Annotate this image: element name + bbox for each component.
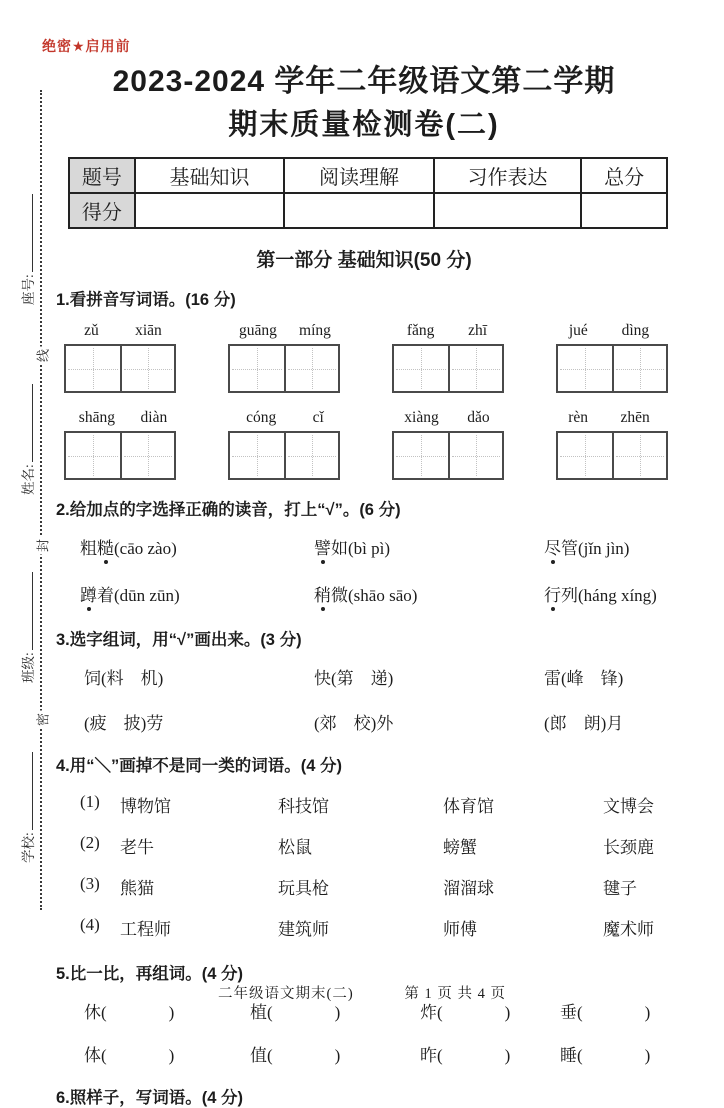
pinyin-group [552, 322, 666, 340]
score-cell-writing [434, 193, 581, 228]
q5-item [250, 1041, 420, 1066]
q5-char: 炸 [420, 1003, 437, 1022]
pinyin-syllable: shāng [78, 409, 115, 426]
q5-item [84, 1041, 250, 1066]
tianzige-cell [120, 433, 174, 478]
section-heading: 第一部分 基础知识(50 分) [256, 250, 472, 271]
q2-item [314, 581, 544, 606]
q2-item-text: 着(dūn zūn) [97, 586, 180, 605]
paren-open: ( [267, 1046, 273, 1065]
q4-word: 魔术师 [603, 920, 654, 939]
q2-item-text: 管(jǐn jìn) [561, 539, 630, 558]
q4-word: 溜溜球 [443, 879, 494, 898]
score-table-header-reading: 阅读理解 [284, 158, 433, 193]
q2-item-text: 如(bì pì) [331, 539, 391, 558]
q2-item [544, 581, 672, 606]
q5-item [420, 1041, 560, 1066]
secrecy-notice: 绝密★启用前 [42, 38, 131, 54]
paren-open: ( [577, 1003, 583, 1022]
pinyin-syllable: cǐ [312, 409, 324, 426]
paren-close: ) [334, 1046, 341, 1065]
tianzige-cell [558, 346, 612, 391]
tianzige-pair [228, 431, 340, 480]
paren-close: ) [168, 1003, 175, 1022]
pinyin-syllable: dǎo [467, 409, 490, 426]
q5-char: 体 [84, 1046, 101, 1065]
q4-row-number: (2) [80, 833, 100, 852]
footer-page-number: 第 1 页 共 4 页 [404, 986, 506, 1002]
paren-open: ( [267, 1003, 273, 1022]
q2-item-text: (cāo zào) [114, 539, 177, 558]
q5-label: 5.比一比，再组词。(4 分) [56, 965, 244, 983]
pinyin-syllable: rèn [568, 409, 589, 426]
q3-item: 快(第 递) [314, 669, 394, 688]
pinyin-group [228, 322, 342, 340]
footer-doc-title: 二年级语文期末(二) [218, 986, 354, 1002]
seal-char-xian: 线 [33, 347, 52, 365]
name-blank [21, 384, 33, 462]
tianzige-cell [230, 433, 284, 478]
class-field [17, 513, 37, 683]
q3-options [56, 664, 672, 734]
exam-title-line2: 期末质量检测卷(二) [228, 109, 500, 141]
score-table-header-total: 总分 [581, 158, 667, 193]
score-cell-basics [135, 193, 284, 228]
paren-close: ) [504, 1046, 511, 1065]
school-field [17, 693, 37, 863]
tianzige-cell [66, 433, 120, 478]
pinyin-syllable: zhī [468, 322, 488, 339]
q4-label: 4.用“＼”画掉不是同一类的词语。(4 分) [56, 757, 343, 775]
q4-word: 长颈鹿 [603, 838, 654, 857]
q1-pinyin-row-1 [56, 322, 672, 340]
pinyin-group [228, 409, 342, 427]
pinyin-group [66, 409, 180, 427]
q4-word: 博物馆 [120, 797, 171, 816]
q4-row-2 [56, 833, 672, 858]
q4-word: 毽子 [603, 879, 637, 898]
paren-open: ( [101, 1046, 107, 1065]
pinyin-syllable: dìng [621, 322, 650, 339]
q5-char: 休 [84, 1003, 101, 1022]
paren-close: ) [334, 1003, 341, 1022]
seal-char-mi: 密 [33, 711, 52, 729]
score-cell-total [581, 193, 667, 228]
pinyin-syllable: xiàng [404, 409, 439, 426]
tianzige-cell [120, 346, 174, 391]
score-cell-reading [284, 193, 433, 228]
q3-label: 3.选字组词，用“√”画出来。(3 分) [56, 631, 302, 649]
pinyin-syllable: xiān [135, 322, 162, 339]
seal-dotted-line [40, 90, 42, 910]
q4-word: 科技馆 [278, 797, 329, 816]
tianzige-cell [612, 433, 666, 478]
tianzige-cell [284, 346, 338, 391]
q2-emphasized-char: 稍 [314, 581, 331, 606]
q4-word: 工程师 [120, 920, 171, 939]
q4-word: 老牛 [120, 838, 154, 857]
seal-char-feng: 封 [33, 537, 52, 555]
q2-options [56, 534, 672, 606]
q2-item [314, 534, 544, 559]
tianzige-pair [556, 431, 668, 480]
paren-close: ) [168, 1046, 175, 1065]
q4-row-1 [56, 792, 672, 817]
q2-emphasized-char: 蹲 [80, 581, 97, 606]
seat-number-blank [21, 194, 33, 272]
q4-word: 建筑师 [278, 920, 329, 939]
q2-emphasized-char: 譬 [314, 534, 331, 559]
seat-number-field [17, 135, 37, 305]
q3-item: (郎 朗)月 [544, 714, 624, 733]
pinyin-syllable: fǎng [406, 322, 435, 339]
q1-label: 1.看拼音写词语。(16 分) [56, 291, 236, 309]
pinyin-group [552, 409, 666, 427]
paren-close: ) [644, 1046, 651, 1065]
school-blank [21, 752, 33, 830]
q5-char: 垂 [560, 1003, 577, 1022]
q4-row-number: (3) [80, 874, 100, 893]
q2-emphasized-char: 糙 [97, 534, 114, 559]
q4-row-3 [56, 874, 672, 899]
q5-char: 植 [250, 1003, 267, 1022]
q5-char: 昨 [420, 1046, 437, 1065]
q5-char: 值 [250, 1046, 267, 1065]
score-table-header-writing: 习作表达 [434, 158, 581, 193]
pinyin-syllable: míng [299, 322, 331, 339]
tianzige-cell [612, 346, 666, 391]
pinyin-syllable: guāng [239, 322, 277, 339]
pinyin-syllable: zhēn [620, 409, 650, 426]
name-label: 姓名: [21, 464, 36, 495]
q2-item [544, 534, 672, 559]
exam-title-line1: 2023-2024 学年二年级语文第二学期 [112, 65, 616, 98]
tianzige-pair [64, 344, 176, 393]
q1-pinyin-row-2 [56, 409, 672, 427]
pinyin-syllable: cóng [246, 409, 277, 426]
q4-word: 螃蟹 [443, 838, 477, 857]
paren-open: ( [437, 1046, 443, 1065]
score-table-header-tihao: 题号 [69, 158, 135, 193]
name-field [17, 325, 37, 495]
q4-word: 体育馆 [443, 797, 494, 816]
q3-item: 饲(料 机) [84, 669, 164, 688]
pinyin-syllable: diàn [140, 409, 168, 426]
score-table-header-row [69, 158, 667, 193]
tianzige-cell [448, 346, 502, 391]
q3-item: (疲 披)劳 [84, 714, 164, 733]
page-footer [0, 982, 724, 1003]
q6-label: 6.照样子，写词语。(4 分) [56, 1089, 244, 1107]
paren-open: ( [577, 1046, 583, 1065]
q2-emphasized-char: 尽 [544, 534, 561, 559]
q3-item: (郊 校)外 [314, 714, 394, 733]
q4-row-number: (1) [80, 792, 100, 811]
q2-item [80, 534, 314, 559]
tianzige-cell [394, 346, 448, 391]
pinyin-group [390, 322, 504, 340]
tianzige-pair [556, 344, 668, 393]
q4-word: 文博会 [603, 797, 654, 816]
tianzige-pair [392, 344, 504, 393]
q3-item: 雷(峰 锋) [544, 669, 624, 688]
q4-word: 熊猫 [120, 879, 154, 898]
tianzige-cell [230, 346, 284, 391]
score-table-score-row [69, 193, 667, 228]
score-table-header-basics: 基础知识 [135, 158, 284, 193]
q2-label: 2.给加点的字选择正确的读音，打上“√”。(6 分) [56, 501, 401, 519]
q2-item-text: 微(shāo sāo) [331, 586, 418, 605]
tianzige-cell [284, 433, 338, 478]
class-blank [21, 572, 33, 650]
tianzige-cell [558, 433, 612, 478]
tianzige-pair [392, 431, 504, 480]
q1-writing-boxes-row-1 [56, 344, 672, 393]
q5-item [560, 1041, 672, 1066]
q1-writing-boxes-row-2 [56, 431, 672, 480]
paren-open: ( [437, 1003, 443, 1022]
class-label: 班级: [21, 652, 36, 683]
pinyin-group [66, 322, 180, 340]
tianzige-pair [64, 431, 176, 480]
pinyin-syllable: jué [568, 322, 588, 339]
tianzige-cell [66, 346, 120, 391]
q4-row-number: (4) [80, 915, 100, 934]
q2-item-text: 列(háng xíng) [561, 586, 657, 605]
q4-word: 松鼠 [278, 838, 312, 857]
pinyin-syllable: zǔ [84, 322, 99, 339]
paren-open: ( [101, 1003, 107, 1022]
school-label: 学校: [21, 832, 36, 863]
q4-word: 玩具枪 [278, 879, 329, 898]
tianzige-cell [448, 433, 502, 478]
q5-items [56, 998, 672, 1066]
paren-close: ) [504, 1003, 511, 1022]
tianzige-pair [228, 344, 340, 393]
tianzige-cell [394, 433, 448, 478]
q4-row-4 [56, 915, 672, 940]
q4-word: 师傅 [443, 920, 477, 939]
seat-number-label: 座号: [21, 274, 36, 305]
q2-emphasized-char: 行 [544, 581, 561, 606]
q2-item-text: 粗 [80, 539, 97, 558]
pinyin-group [390, 409, 504, 427]
score-row-label: 得分 [69, 193, 135, 228]
score-table [68, 157, 668, 229]
q5-char: 睡 [560, 1046, 577, 1065]
q2-item [80, 581, 314, 606]
paren-close: ) [644, 1003, 651, 1022]
